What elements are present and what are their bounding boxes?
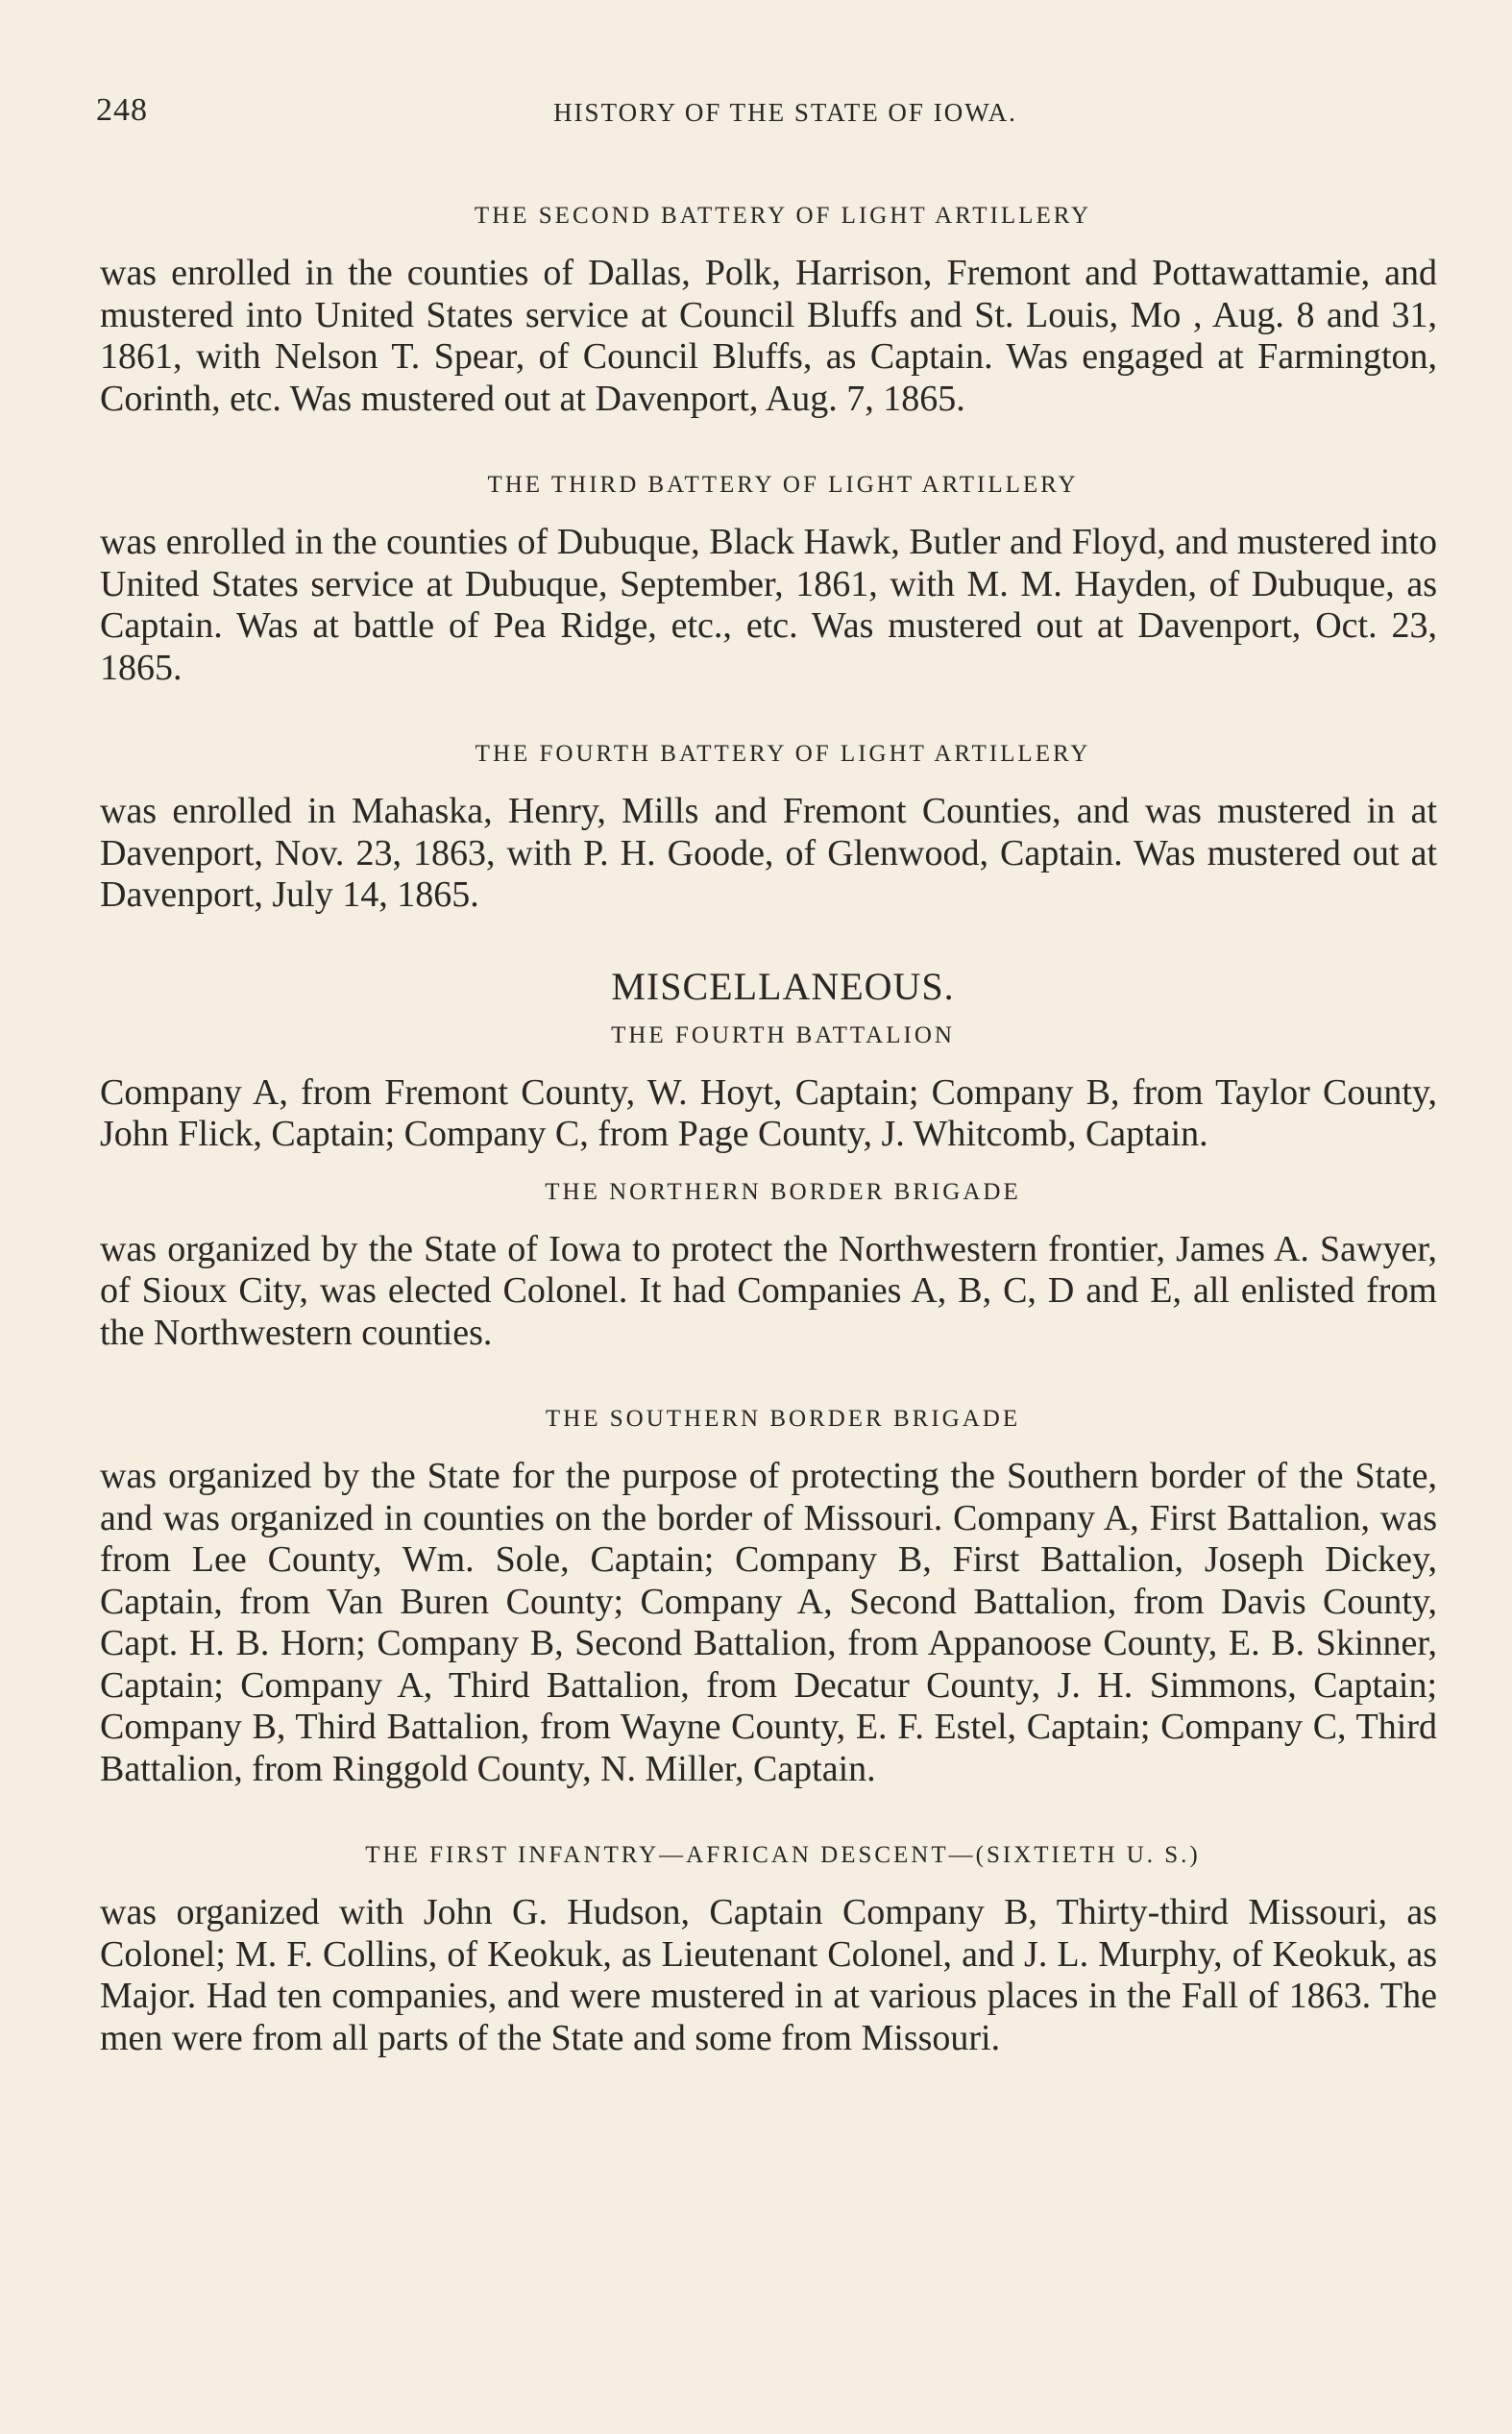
page-number: 248	[96, 92, 148, 128]
miscellaneous-heading: MISCELLANEOUS.	[611, 964, 955, 1008]
section-heading-first-infantry-african-descent: THE FIRST INFANTRY—AFRICAN DESCENT—(SIXTIETH U. S.)	[365, 1842, 1201, 1868]
book-title: HISTORY OF THE STATE OF IOWA.	[553, 98, 1017, 127]
section-text-northern-border-brigade: was organized by the State of Iowa to protect the Northwestern frontier, James A. Sawyer, of Sioux City, was elected Colonel. It had Companies A, B, C, D and E, all enlisted from the Northwestern counties.	[100, 1228, 1437, 1353]
section-heading-southern-border-brigade: THE SOUTHERN BORDER BRIGADE	[545, 1406, 1021, 1432]
section-heading-third-battery: THE THIRD BATTERY OF LIGHT ARTILLERY	[487, 472, 1079, 498]
section-text-fourth-battalion: Company A, from Fremont County, W. Hoyt, Captain; Company B, from Taylor County, John Flick, Captain; Company C, from Page County, J. Whitcomb, Captain.	[100, 1071, 1437, 1154]
section-text-fourth-battery: was enrolled in Mahaska, Henry, Mills and Fremont Counties, and was mustered in at Davenport, Nov. 23, 1863, with P. H. Goode, of Glenwood, Captain. Was mustered out at Davenport, July 14, 1865.	[100, 791, 1437, 915]
section-text-third-battery: was enrolled in the counties of Dubuque, Black Hawk, Butler and Floyd, and mustered into United States service at Dubuque, September, 1861, with M. M. Hayden, of Dubuque, as Captain. Was at battle of Pea Ridge, etc., etc. Was mustered out at Davenport, Oct. 23, 1865.	[100, 522, 1437, 688]
section-heading-fourth-battery: THE FOURTH BATTERY OF LIGHT ARTILLERY	[475, 741, 1091, 767]
section-text-southern-border-brigade: was organized by the State for the purpose of protecting the Southern border of the State, and was organized in counties on the border of Missouri. Company A, First Battalion, was from Lee County, Wm. Sole, Captain; Company B, First Battalion, Joseph Dickey, Captain, from Van Buren County; Company A, Second Battalion, from Davis County, Capt. H. B. Horn; Company B, Second Battalion, from Appanoose County, E. B. Skinner, Captain; Company A, Third Battalion, from Decatur County, J. H. Simmons, Captain; Company B, Third Battalion, from Wayne County, E. F. Estel, Captain; Company C, Third Battalion, from Ringgold County, N. Miller, Captain.	[100, 1456, 1437, 1789]
page-content	[100, 197, 1437, 2059]
section-heading-fourth-battalion: THE FOURTH BATTALION	[611, 1021, 955, 1048]
running-head	[96, 92, 1436, 135]
section-text-second-battery: was enrolled in the counties of Dallas, Polk, Harrison, Fremont and Pottawattamie, and mustered into United States service at Council Bluffs and St. Louis, Mo , Aug. 8 and 31, 1861, with Nelson T. Spear, of Council Bluffs, as Captain. Was engaged at Farmington, Corinth, etc. Was mustered out at Davenport, Aug. 7, 1865.	[100, 253, 1437, 419]
section-heading-second-battery: THE SECOND BATTERY OF LIGHT ARTILLERY	[474, 203, 1092, 229]
section-text-first-infantry-african-descent: was organized with John G. Hudson, Captain Company B, Thirty-third Missouri, as Colonel; M. F. Collins, of Keokuk, as Lieutenant Colonel, and J. L. Murphy, of Keokuk, as Major. Had ten companies, and were mustered in at various places in the Fall of 1863. The men were from all parts of the State and some from Missouri.	[100, 1892, 1437, 2058]
section-heading-northern-border-brigade: THE NORTHERN BORDER BRIGADE	[545, 1178, 1021, 1205]
